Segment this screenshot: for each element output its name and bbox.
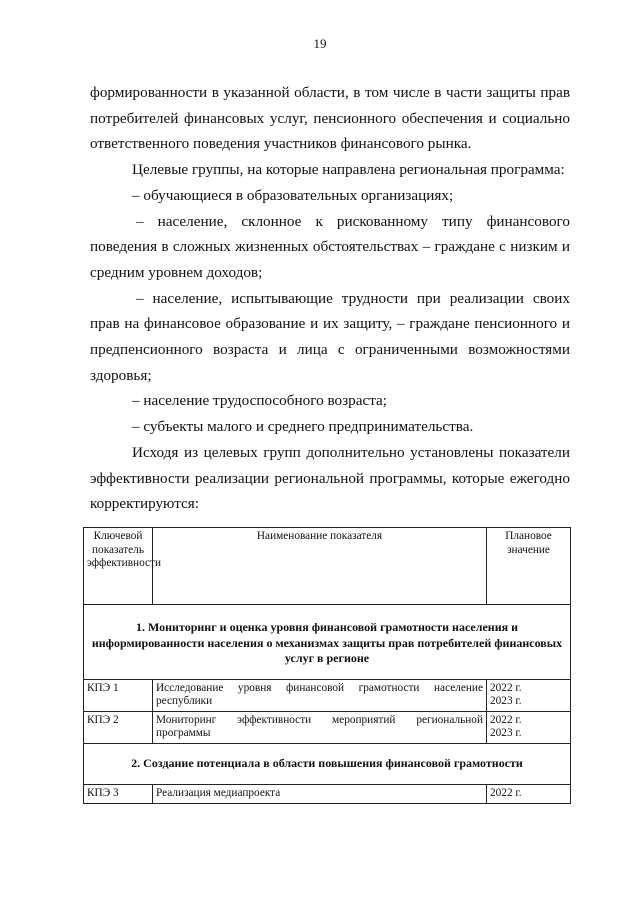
kpi-year: 2022 г. xyxy=(490,713,522,726)
section-title-monitoring: 1. Мониторинг и оценка уровня финансовой грамотности населения и информированности населения о механизмах защиты прав потребителей финансовых услуг в регионе xyxy=(84,605,571,680)
body-text xyxy=(90,80,570,517)
header-planned-value: Плановое значение xyxy=(487,528,571,605)
list-item-small-business: – субъекты малого и среднего предпринимательства. xyxy=(132,418,474,436)
kpi-name: Исследование уровня финансовой грамотности население республики xyxy=(153,679,487,711)
page-number: 19 xyxy=(313,36,327,51)
section-title-capacity: 2. Создание потенциала в области повышения финансовой грамотности xyxy=(84,743,571,785)
kpi-code: КПЭ 1 xyxy=(84,679,153,711)
kpi-name: Реализация медиапроекта xyxy=(153,785,487,804)
paragraph-target-groups-intro: Целевые группы, на которые направлена региональная программа: xyxy=(132,161,565,179)
list-item-risky-behavior: – население, склонное к рискованному типу финансового поведения в сложных жизненных обстоятельствах – граждане с низким и средним уровнем доходов; xyxy=(90,212,570,281)
table-row xyxy=(84,785,571,804)
kpi-year: 2023 г. xyxy=(490,727,522,739)
kpi-name: Мониторинг эффективности мероприятий региональной программы xyxy=(153,711,487,743)
header-indicator-name: Наименование показателя xyxy=(153,528,487,605)
list-item-pensioners: – население, испытывающие трудности при реализации своих прав на финансовое образование и их защиту, – граждане пенсионного и предпенсионного возраста и лица с ограниченными возможностями здоровья; xyxy=(90,289,570,384)
kpi-code: КПЭ 3 xyxy=(84,785,153,804)
table-row xyxy=(84,711,571,743)
kpi-value xyxy=(487,711,571,743)
kpi-table xyxy=(83,527,571,804)
header-key-indicator: Ключевой показатель эффективности xyxy=(84,528,153,605)
paragraph-continuation: формированности в указанной области, в том числе в части защиты прав потребителей финансовых услуг, пенсионного обеспечения и социально ответственного поведения участников финансового рынка. xyxy=(90,84,570,153)
section-row xyxy=(84,605,571,680)
table-row xyxy=(84,679,571,711)
kpi-table-container xyxy=(83,527,570,804)
kpi-value xyxy=(487,785,571,804)
kpi-year: 2023 г. xyxy=(490,695,522,707)
paragraph-indicators-intro: Исходя из целевых групп дополнительно установлены показатели эффективности реализации региональной программы, которые ежегодно корректируются: xyxy=(90,443,570,513)
kpi-year: 2022 г. xyxy=(490,787,522,799)
list-item-working-age: – население трудоспособного возраста; xyxy=(132,392,387,410)
kpi-value xyxy=(487,679,571,711)
section-row xyxy=(84,743,571,785)
kpi-year: 2022 г. xyxy=(490,681,522,694)
list-item-students: – обучающиеся в образовательных организациях; xyxy=(132,186,454,204)
kpi-code: КПЭ 2 xyxy=(84,711,153,743)
table-header-row xyxy=(84,528,571,605)
